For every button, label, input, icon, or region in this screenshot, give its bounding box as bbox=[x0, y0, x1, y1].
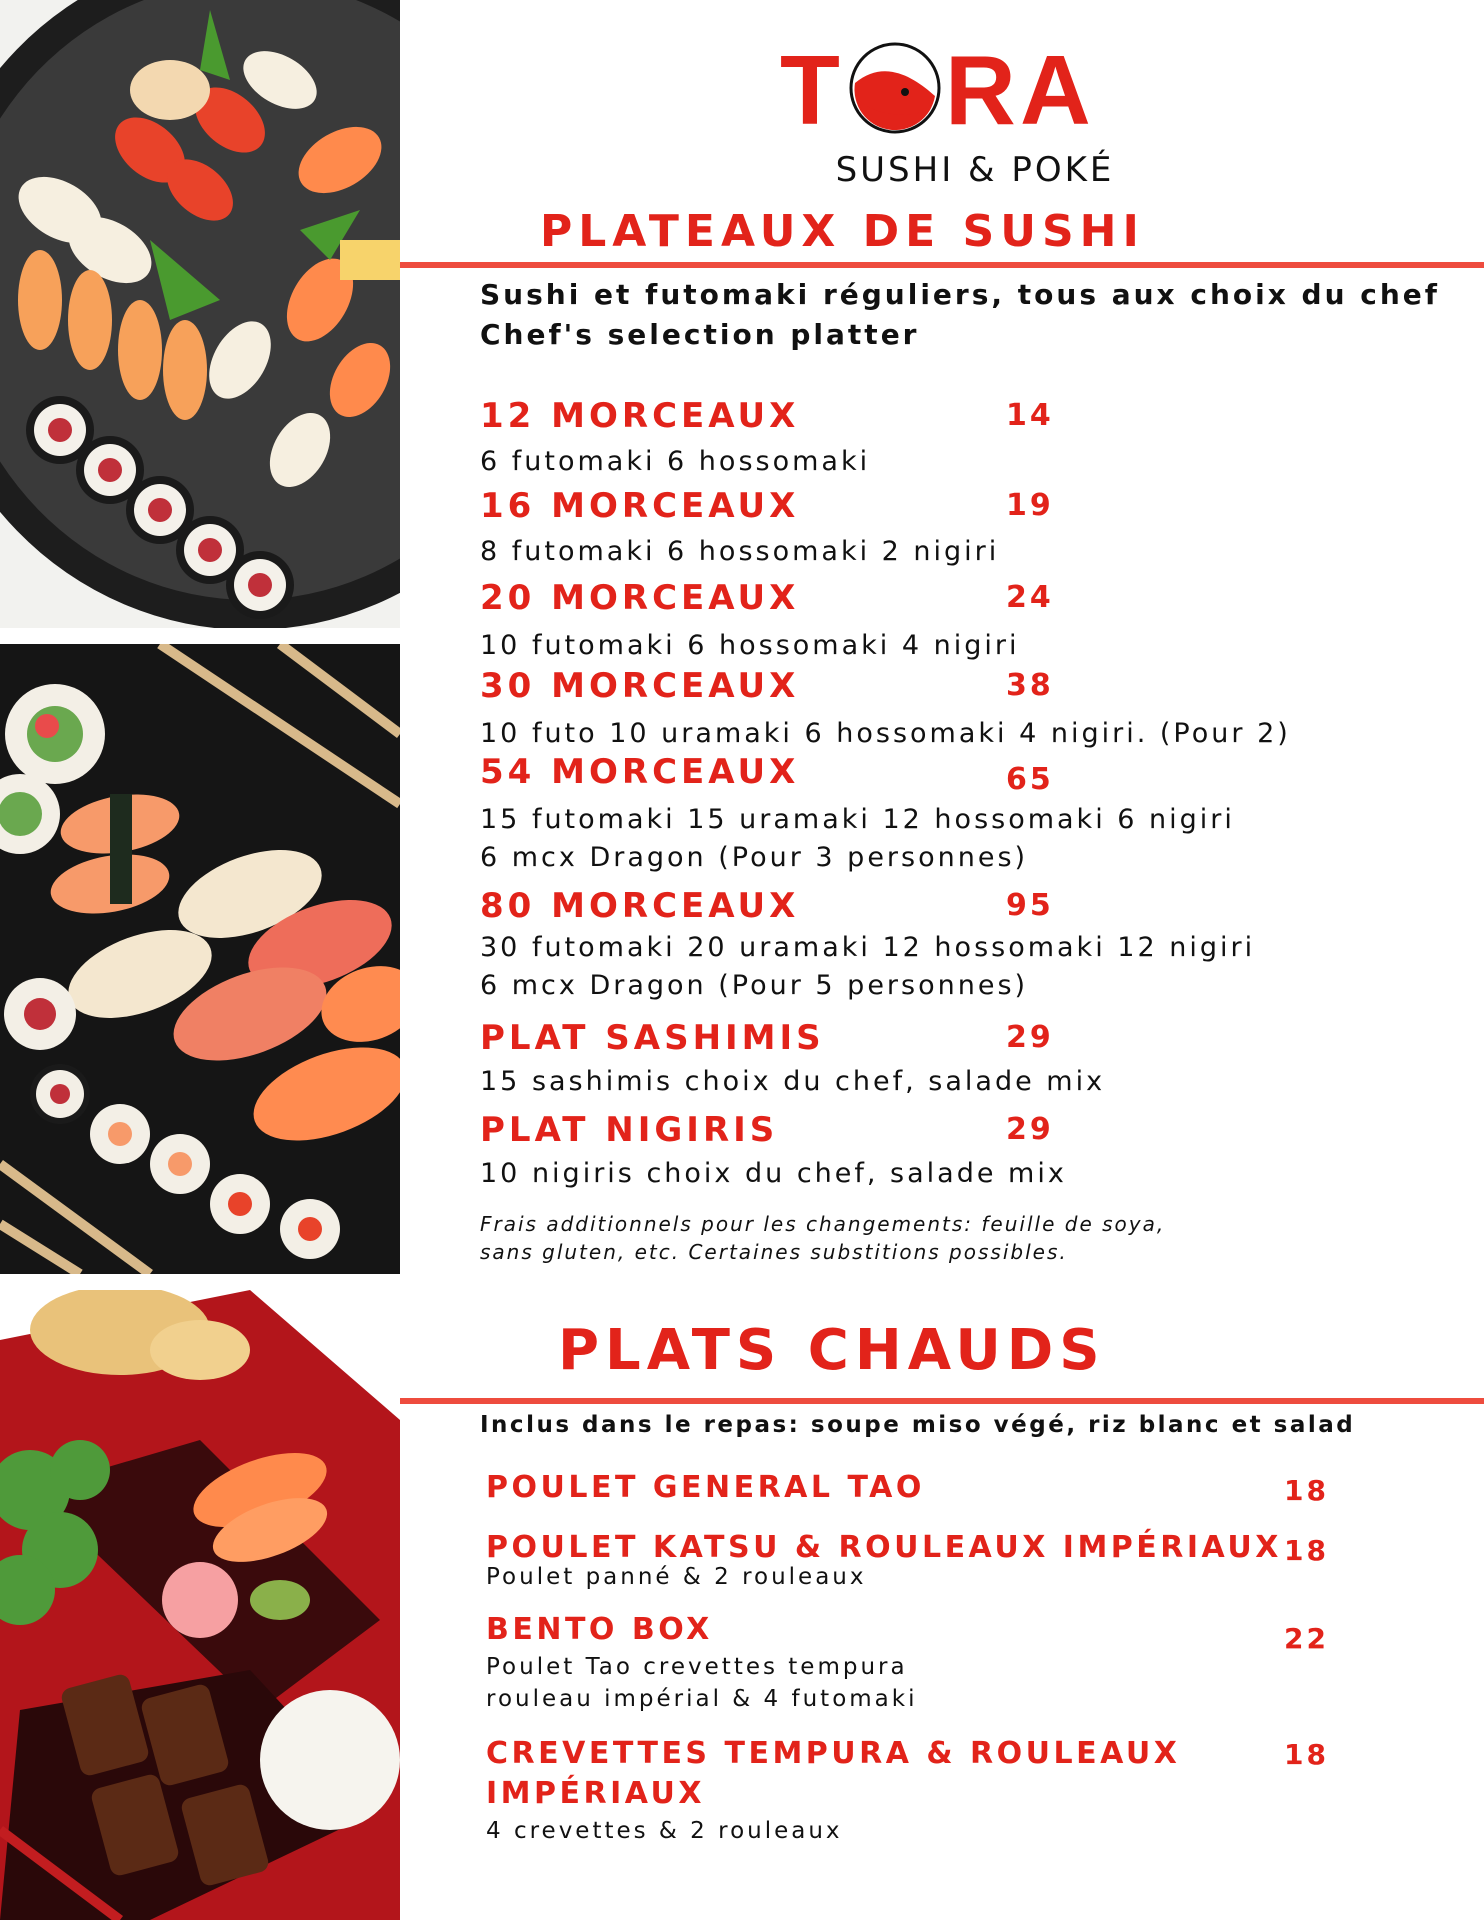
menu-item-price: 18 bbox=[1284, 1474, 1329, 1507]
tora-logo bbox=[780, 40, 1170, 136]
svg-text:R: R bbox=[945, 40, 1016, 136]
menu-item-description: 6 mcx Dragon (Pour 5 personnes) bbox=[480, 970, 1029, 1001]
menu-item-price: 24 bbox=[1006, 580, 1054, 615]
menu-item-description: 6 futomaki 6 hossomaki bbox=[480, 446, 871, 477]
menu-item-price: 38 bbox=[1006, 668, 1054, 703]
menu-item-name: 20 MORCEAUX bbox=[480, 578, 800, 618]
menu-item-description: Poulet Tao crevettes tempura bbox=[486, 1654, 908, 1680]
menu-item-description: 10 nigiris choix du chef, salade mix bbox=[480, 1158, 1067, 1189]
menu-item-name: PLAT NIGIRIS bbox=[480, 1110, 779, 1150]
menu-item-description: 30 futomaki 20 uramaki 12 hossomaki 12 nigiri bbox=[480, 932, 1256, 963]
menu-item-name: 54 MORCEAUX bbox=[480, 752, 800, 792]
menu-item-price: 18 bbox=[1284, 1534, 1329, 1567]
menu-item-price: 95 bbox=[1006, 888, 1054, 923]
menu-item-description: 15 sashimis choix du chef, salade mix bbox=[480, 1066, 1106, 1097]
menu-item-price: 18 bbox=[1284, 1738, 1329, 1771]
menu-item-name: POULET KATSU & ROULEAUX IMPÉRIAUX bbox=[486, 1530, 1282, 1565]
menu-item-description: 8 futomaki 6 hossomaki 2 nigiri bbox=[480, 536, 1000, 567]
menu-item-name: 80 MORCEAUX bbox=[480, 886, 800, 926]
menu-item-description: 4 crevettes & 2 rouleaux bbox=[486, 1818, 843, 1844]
menu-item-name: 16 MORCEAUX bbox=[480, 486, 800, 526]
hot-dishes-intro: Inclus dans le repas: soupe miso végé, riz blanc et salad bbox=[480, 1412, 1356, 1438]
menu-item-name: BENTO BOX bbox=[486, 1612, 713, 1647]
sushi-platter-photo bbox=[0, 0, 400, 628]
section-divider bbox=[400, 262, 1484, 268]
menu-item-price: 22 bbox=[1284, 1622, 1329, 1655]
bento-box-photo bbox=[0, 1290, 400, 1920]
menu-item-description: 6 mcx Dragon (Pour 3 personnes) bbox=[480, 842, 1029, 873]
section-title-hot-dishes: PLATS CHAUDS bbox=[558, 1318, 1106, 1383]
menu-item-price: 29 bbox=[1006, 1020, 1054, 1055]
menu-item-name: 12 MORCEAUX bbox=[480, 396, 800, 436]
section-divider bbox=[400, 1398, 1484, 1404]
footnote: sans gluten, etc. Certaines substitions possibles. bbox=[480, 1240, 1068, 1264]
koi-fish-icon bbox=[851, 44, 939, 132]
section-title-sushi: PLATEAUX DE SUSHI bbox=[540, 206, 1145, 257]
brand-subtitle: SUSHI & POKÉ bbox=[835, 150, 1115, 190]
menu-item-name: CREVETTES TEMPURA & ROULEAUX bbox=[486, 1736, 1181, 1771]
menu-item-price: 29 bbox=[1006, 1112, 1054, 1147]
menu-item-description: Poulet panné & 2 rouleaux bbox=[486, 1564, 867, 1590]
menu-item-name: IMPÉRIAUX bbox=[486, 1776, 706, 1811]
sushi-tray-photo bbox=[0, 644, 400, 1274]
menu-item-price: 19 bbox=[1006, 488, 1054, 523]
menu-item-price: 65 bbox=[1006, 762, 1054, 797]
menu-item-name: 30 MORCEAUX bbox=[480, 666, 800, 706]
menu-item-description: 10 futomaki 6 hossomaki 4 nigiri bbox=[480, 630, 1020, 661]
svg-text:A: A bbox=[1020, 40, 1091, 136]
menu-item-name: POULET GENERAL TAO bbox=[486, 1470, 925, 1505]
footnote: Frais additionnels pour les changements: feuille de soya, bbox=[480, 1212, 1166, 1236]
menu-item-price: 14 bbox=[1006, 398, 1054, 433]
sushi-intro-line1: Sushi et futomaki réguliers, tous aux choix du chef bbox=[480, 278, 1440, 311]
menu-item-description: 15 futomaki 15 uramaki 12 hossomaki 6 nigiri bbox=[480, 804, 1235, 835]
svg-text:T: T bbox=[780, 40, 840, 136]
menu-item-name: PLAT SASHIMIS bbox=[480, 1018, 825, 1058]
menu-item-description: rouleau impérial & 4 futomaki bbox=[486, 1686, 918, 1712]
menu-item-description: 10 futo 10 uramaki 6 hossomaki 4 nigiri. (Pour 2) bbox=[480, 718, 1291, 749]
sushi-intro-line2: Chef's selection platter bbox=[480, 318, 920, 351]
